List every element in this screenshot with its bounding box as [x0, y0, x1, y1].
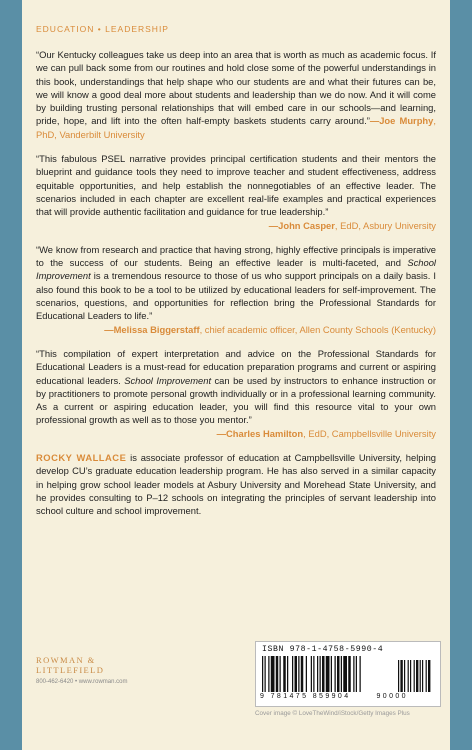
barcode-bar [356, 656, 357, 692]
barcode-bar [292, 656, 293, 692]
barcode-bar [322, 656, 325, 692]
barcode-bar [283, 656, 286, 692]
barcode-bar [271, 656, 275, 692]
category-label: EDUCATION • LEADERSHIP [36, 24, 169, 34]
quote-text: is a tremendous resource to those of us who support principals on a daily basis. I also found this book to be a tool to be utilized by educational leaders for self-improvement. The scenarios, questions, and opportunities for reflection bring the Professional Standards for Educational Leaders to life.” [36, 270, 436, 322]
endorsement-quote [36, 347, 436, 427]
barcode-bar [301, 656, 304, 692]
author-bio [36, 451, 436, 517]
publisher-contact: 800-462-6420 • www.rowman.com [36, 679, 128, 685]
isbn-barcode [255, 641, 441, 707]
barcode-bar [335, 656, 336, 692]
barcode-bar [326, 656, 330, 692]
quote-text: can be used by instructors to enhance instruction or by practitioners to promote personal growth individually or in a professional learning community. As a current or aspiring education leader, you will find this resource vital to your own professional growth as well as to those you mentor.” [36, 374, 436, 426]
quote-attribution [36, 323, 436, 336]
endorser-affiliation: , EdD, Asbury University [334, 219, 436, 231]
barcode-bar [420, 660, 421, 692]
endorser-affiliation: , chief academic officer, Allen County Schools (Kentucky) [199, 323, 436, 335]
publisher-name-line2: LITTLEFIELD [36, 665, 105, 675]
barcode-bar [320, 656, 321, 692]
quote-attribution [36, 427, 436, 440]
barcode-bar [360, 656, 361, 692]
barcode-bar [348, 656, 351, 692]
barcode-digits [260, 693, 408, 700]
isbn-number: ISBN 978-1-4758-5990-4 [262, 645, 384, 654]
endorser-name: —Melissa Biggerstaff [104, 323, 200, 335]
endorsement-quote [36, 152, 436, 218]
barcode-bar [313, 656, 314, 692]
barcode-bar [295, 656, 298, 692]
endorser-name: —John Casper [268, 219, 335, 231]
endorser-affiliation: , PhD, Vanderbilt University [36, 115, 436, 140]
ean-digits: 9 781475 859904 [260, 693, 351, 700]
barcode-bar [265, 656, 266, 692]
quote-attribution [36, 219, 436, 232]
barcode-bar [287, 656, 288, 692]
barcode-bar [400, 660, 402, 692]
barcode-bar [408, 660, 409, 692]
endorser-affiliation: , EdD, Campbellsville University [303, 427, 436, 439]
book-title: School Improvement [36, 257, 436, 282]
barcode-bar [317, 656, 318, 692]
back-cover [22, 0, 450, 750]
barcode-bar [280, 656, 281, 692]
quote-text: “Our Kentucky colleagues take us deep into an area that is worth as much as academic focus. If we can pull back some from our routines and hold close some of the powerful understandings in this book, understandings that help shape who our students are and what their futures can be, we will know a good deal more about students and leadership than we do now. And it will come by building trusting personal relationships that will embed care in our schools—and learning, pride, hope, and lift into the often half-empty baskets students carry around.” [36, 49, 436, 127]
quote-text: “This fabulous PSEL narrative provides principal certification students and their mentors the blueprint and guidance tools they need to improve teacher and student effectiveness, address equitable opportunities, and help establish the nonnegotiables of an effective leader. The scenarios included in each chapter are excellent real-life examples and practical experiences that will provide authentic facilitation and guidance for true leadership.” [36, 153, 436, 218]
barcode-bars [262, 656, 434, 694]
barcode-bar [337, 656, 340, 692]
barcode-bar [414, 660, 415, 692]
barcode-bar [311, 656, 312, 692]
publisher-name-line1: ROWMAN & [36, 655, 96, 665]
barcode-bar [331, 656, 332, 692]
barcode-bar [262, 656, 263, 692]
barcode-bar [398, 660, 399, 692]
price-code: 90000 [376, 693, 408, 700]
publisher-logo [36, 655, 127, 685]
barcode-bar [416, 660, 418, 692]
author-name: ROCKY WALLACE [36, 452, 127, 464]
barcode-bar [306, 656, 307, 692]
bio-text: is associate professor of education at Campbellsville University, helping develop CU’s graduate education leadership program. He has also served in a similar capacity in helping grow school leader models at Asbury University and Morehead State University, and he provides consulting to P–12 schools on integrating the principles of servant leadership into school culture and school improvement. [36, 452, 437, 517]
endorsement-quote [36, 243, 436, 323]
barcode-bar [422, 660, 423, 692]
barcode-bar [410, 660, 411, 692]
barcode-bar [268, 656, 269, 692]
content-area [36, 24, 436, 518]
endorsement-quote [36, 48, 436, 141]
barcode-bar [426, 660, 427, 692]
barcode-bar [298, 656, 299, 692]
endorser-name: —Joe Murphy [369, 115, 434, 127]
book-title: School Improvement [124, 374, 212, 386]
cover-image-credit: Cover image © LoveTheWind/iStock/Getty Images Plus [255, 710, 410, 717]
quote-text: “We know from research and practice that having strong, highly effective principals is imperative to the success of our students. Being an effective leader is multi-faceted, and [36, 243, 436, 269]
barcode-bar [341, 656, 342, 692]
barcode-bar [343, 656, 347, 692]
barcode-bar [353, 656, 354, 692]
endorser-name: —Charles Hamilton [216, 427, 304, 439]
barcode-bar [404, 660, 405, 692]
barcode-bar [428, 660, 430, 692]
quote-text: “This compilation of expert interpretation and advice on the Professional Standards for Educational Leaders is a must-read for education preparation programs and current or aspiring educational leaders. [36, 347, 436, 386]
barcode-bar [276, 656, 279, 692]
